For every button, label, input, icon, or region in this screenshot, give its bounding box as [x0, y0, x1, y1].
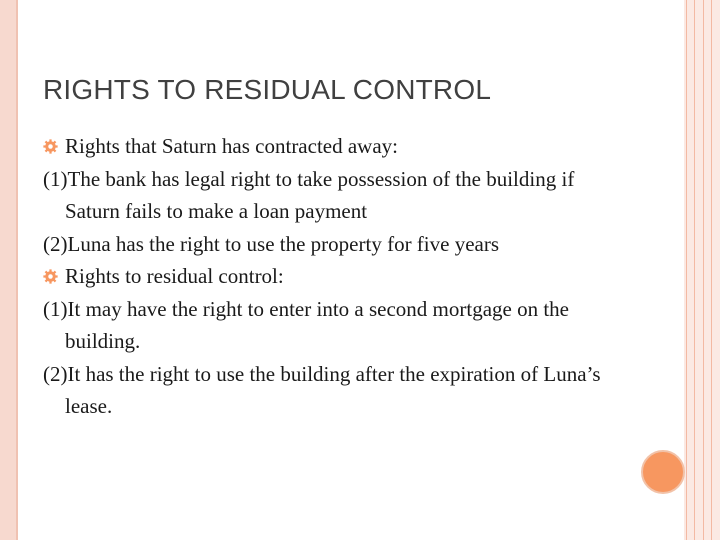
- bullet-item: [43, 130, 633, 163]
- gear-icon: [43, 139, 58, 154]
- numbered-item: (2)It has the right to use the building after the expiration of Luna’s lease.: [43, 361, 601, 418]
- bullet-text: Rights to residual control:: [65, 264, 284, 288]
- bullet-item: [43, 260, 633, 293]
- bullet-text: Rights that Saturn has contracted away:: [65, 134, 398, 158]
- decorative-circle: [641, 450, 685, 494]
- left-frame-border: [0, 0, 18, 540]
- numbered-item: (1)It may have the right to enter into a second mortgage on the building.: [43, 296, 569, 353]
- numbered-item: (2)Luna has the right to use the property for five years: [43, 231, 500, 256]
- slide-body: [43, 130, 633, 423]
- right-frame-border: [684, 0, 720, 540]
- gear-icon: [43, 269, 58, 284]
- slide-title: RIGHTS TO RESIDUAL CONTROL: [43, 74, 492, 105]
- numbered-item: (1)The bank has legal right to take possession of the building if Saturn fails to make a loan payment: [43, 166, 575, 223]
